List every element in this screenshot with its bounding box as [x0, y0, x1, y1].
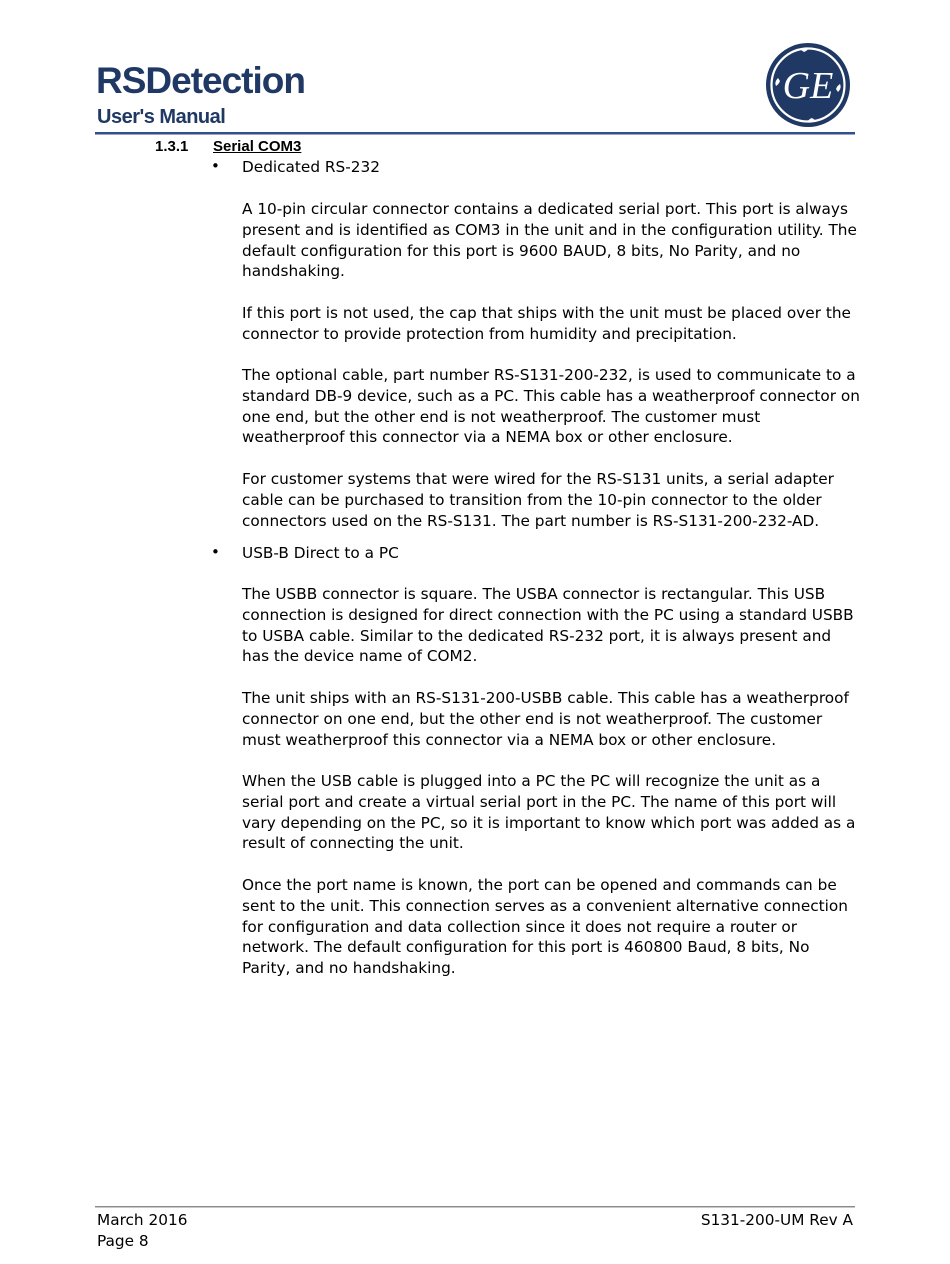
footer-date: March 2016: [97, 1211, 188, 1229]
bullet-label: Dedicated RS-232: [242, 158, 380, 176]
bullet-label: USB-B Direct to a PC: [242, 544, 399, 562]
paragraph: The USBB connector is square. The USBA connector is rectangular. This USB connection is designed for direct connection with the PC using a standard USBB to USBA cable. Similar to the dedicated RS-232 port, it is always present and has the device name of COM2.: [242, 585, 854, 666]
paragraph: The unit ships with an RS-S131-200-USBB cable. This cable has a weatherproof connector on one end, but the other end is not weatherproof. The customer must weatherproof this connector via a NEMA box or other enclosure.: [242, 689, 849, 749]
document-id: S131-200-UM Rev A: [700, 1211, 853, 1229]
section-title: Serial COM3: [213, 138, 302, 155]
paragraph: The optional cable, part number RS-S131-200-232, is used to communicate to a standard DB-9 device, such as a PC. This cable has a weatherproof connector on one end, but the other end is not weatherproof. The customer must weatherproof this connector via a NEMA box or other enclosure.: [242, 366, 860, 447]
footer-divider: [95, 1206, 855, 1208]
paragraph: When the USB cable is plugged into a PC the PC will recognize the unit as a serial port and create a virtual serial port in the PC. The name of this port will vary depending on the PC, so it is important to know which port was added as a result of connecting the unit.: [242, 772, 856, 853]
document-subtitle: User's Manual: [97, 106, 226, 128]
header-divider: [95, 132, 855, 135]
bullet-marker: •: [211, 543, 220, 561]
paragraph: A 10-pin circular connector contains a dedicated serial port. This port is always present and is identified as COM3 in the unit and in the configuration utility. The default configuration for this port is 9600 BAUD, 8 bits, No Parity, and no handshaking.: [242, 200, 857, 281]
paragraph: Once the port name is known, the port can be opened and commands can be sent to the unit. This connection serves as a convenient alternative connection for configuration and data collection since it does not require a router or network. The default configuration for this port is 460800 Baud, 8 bits, No Parity, and no handshaking.: [242, 876, 848, 978]
section-number: 1.3.1: [155, 138, 189, 155]
page-number: Page 8: [97, 1232, 149, 1250]
paragraph: For customer systems that were wired for the RS-S131 units, a serial adapter cable can be purchased to transition from the 10-pin connector to the older connectors used on the RS-S131. The part number is RS-S131-200-232-AD.: [242, 470, 834, 530]
paragraph: If this port is not used, the cap that ships with the unit must be placed over the connector to provide protection from humidity and precipitation.: [242, 304, 851, 343]
bullet-marker: •: [211, 157, 220, 175]
ge-logo-icon: [765, 42, 851, 128]
logo-lettering: GE: [782, 65, 834, 107]
document-title: RSDetection: [96, 60, 305, 101]
